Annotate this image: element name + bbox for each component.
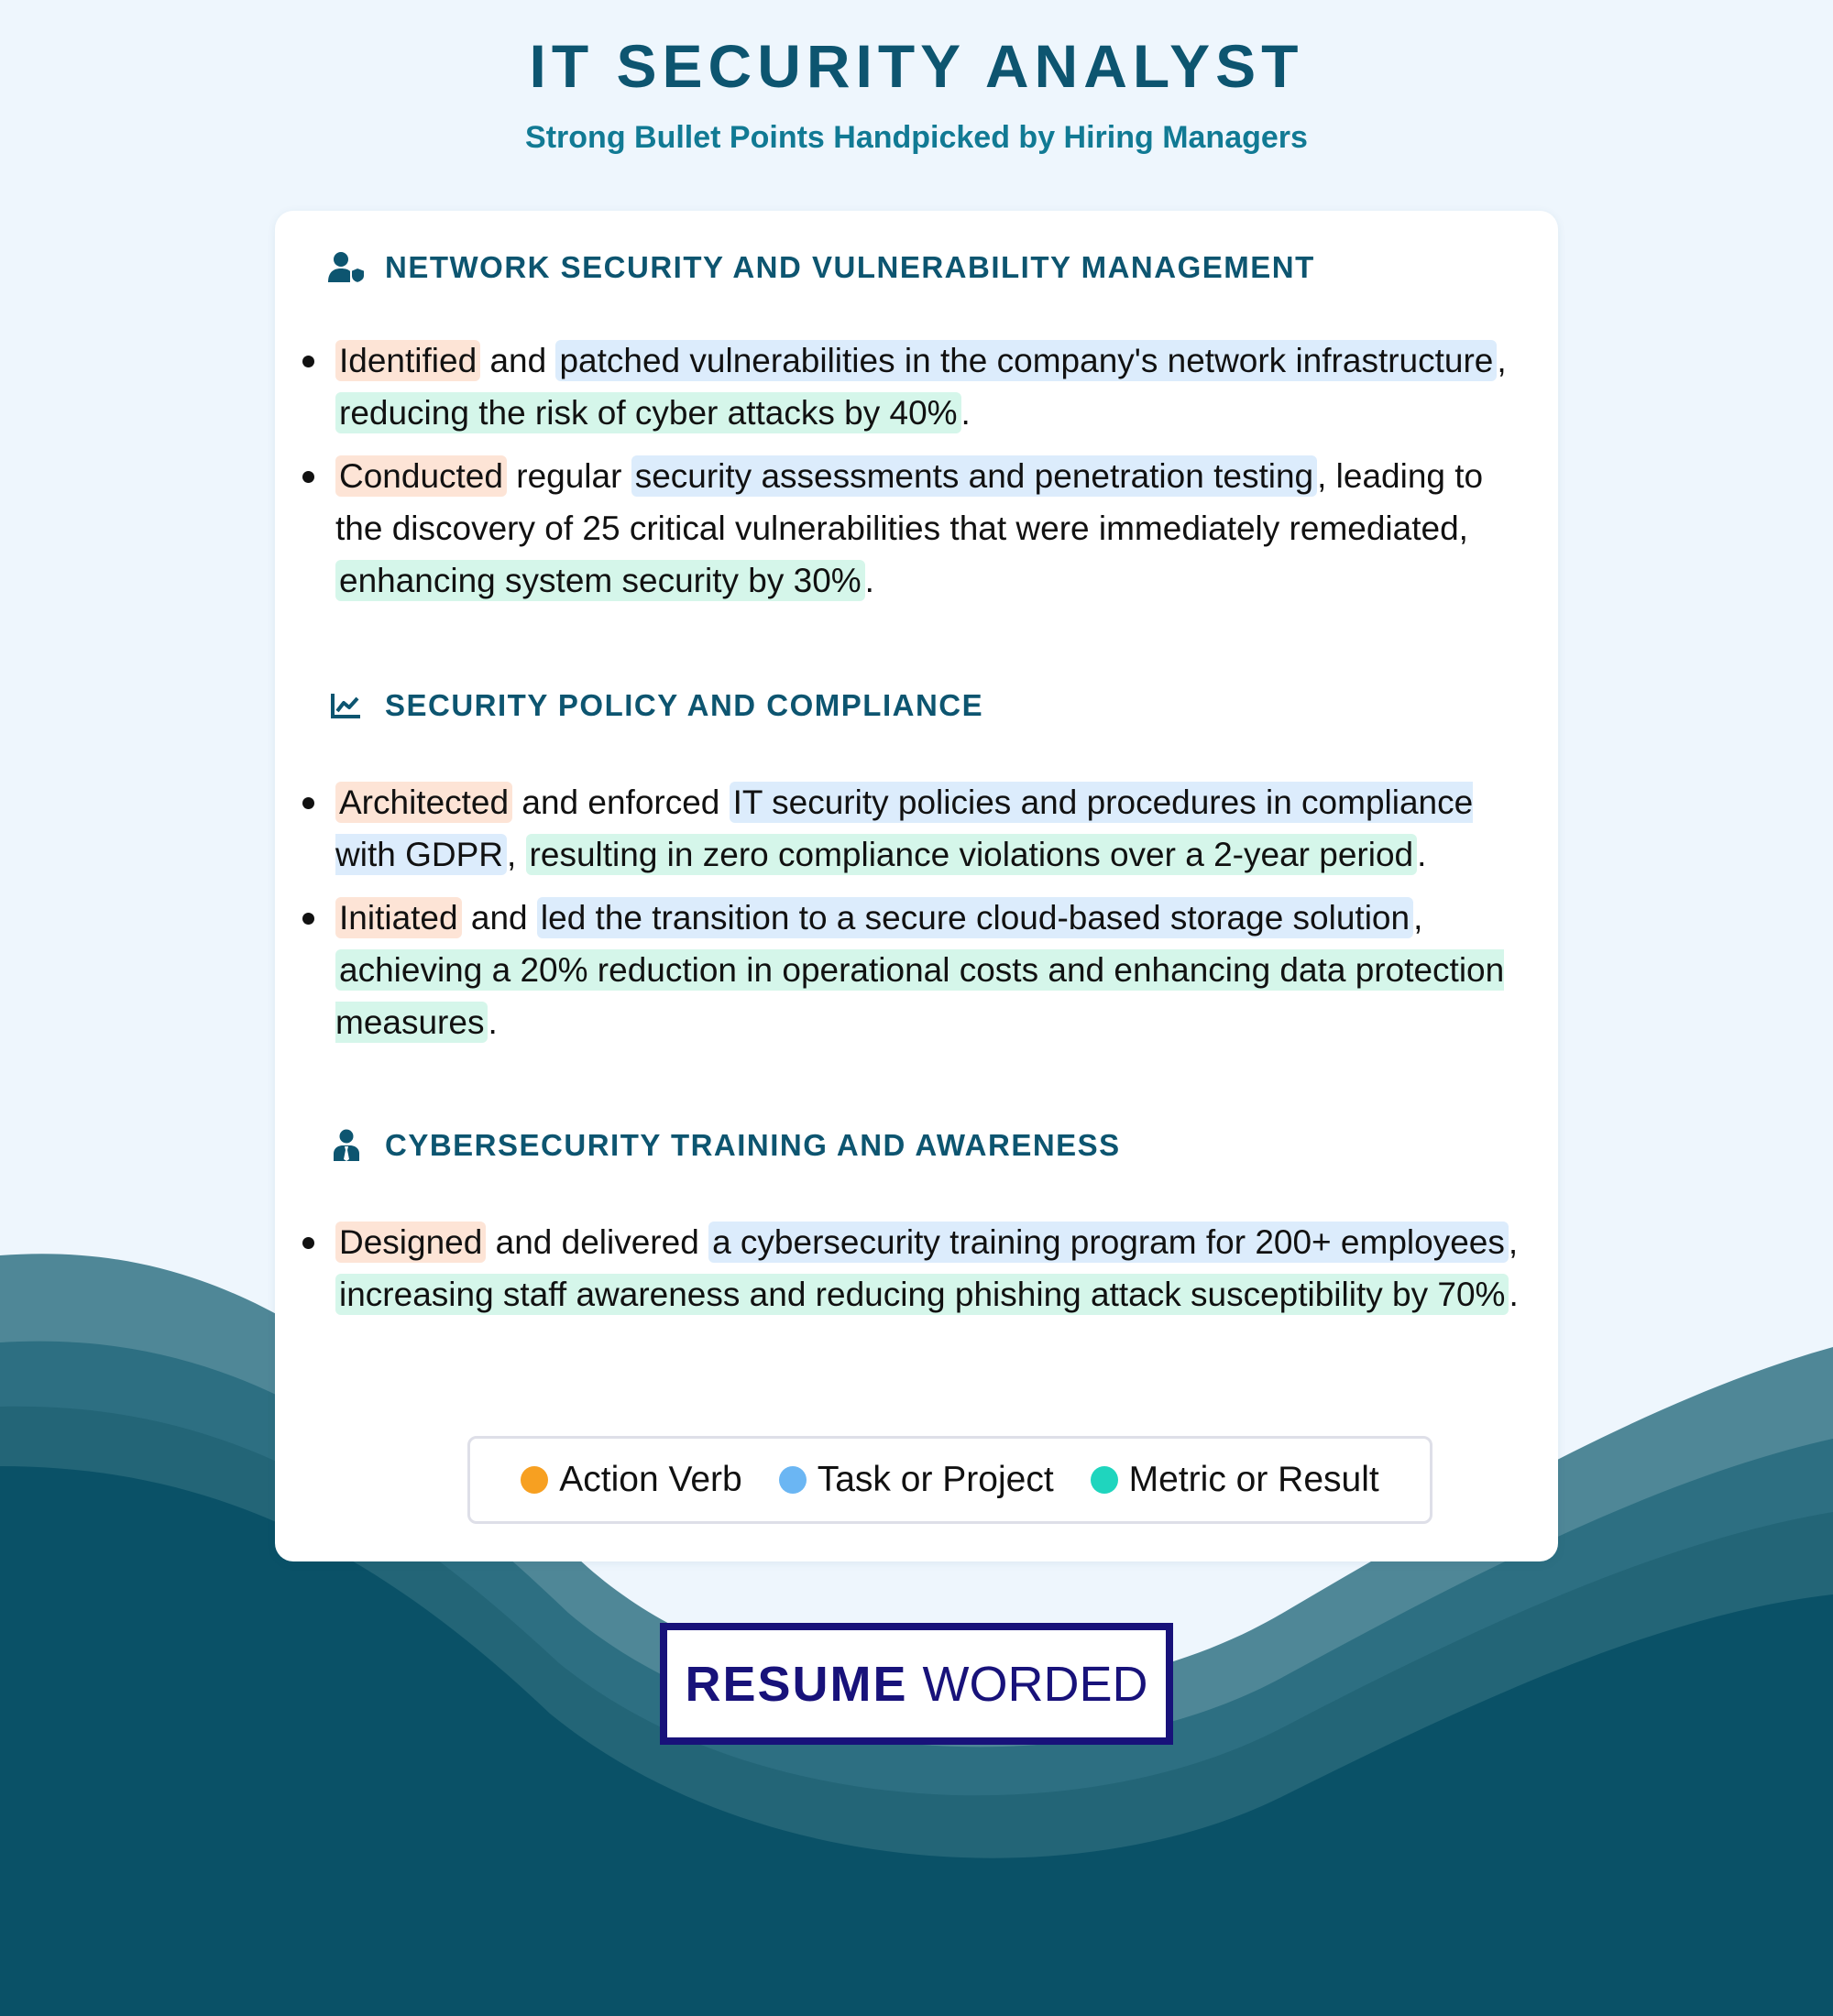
task-text: led the transition to a secure cloud-based storage solution xyxy=(537,897,1413,938)
bullet-dot xyxy=(302,913,314,925)
bullet-item xyxy=(275,776,1558,881)
task-text: a cybersecurity training program for 200+ employees xyxy=(708,1222,1509,1263)
resume-worded-logo[interactable] xyxy=(660,1623,1173,1745)
bullet-dot xyxy=(302,356,314,367)
plain-text: . xyxy=(1509,1276,1519,1313)
plain-text: and enforced xyxy=(512,783,730,821)
metric-text: achieving a 20% reduction in operational costs and enhancing data protection measures xyxy=(335,951,1505,1041)
bullet-dot xyxy=(302,471,314,483)
bullet-item xyxy=(275,892,1558,1048)
metric-text: increasing staff awareness and reducing phishing attack susceptibility by 70% xyxy=(335,1274,1509,1315)
metric-text: resulting in zero compliance violations over a 2-year period xyxy=(526,834,1418,875)
section-header xyxy=(328,687,983,724)
legend-label: Action Verb xyxy=(559,1460,742,1499)
plain-text: , leading to the discovery of 25 critical vulnerabilities that were immediately remediated, xyxy=(335,457,1484,547)
teal-dot-icon xyxy=(1091,1466,1118,1494)
plain-text: , xyxy=(506,836,526,873)
action-verb: Conducted xyxy=(335,455,507,497)
bullet-item xyxy=(275,334,1558,439)
bullet-dot xyxy=(302,1237,314,1249)
logo-light-text: WORDED xyxy=(922,1656,1148,1712)
task-text: security assessments and penetration testing xyxy=(631,455,1317,497)
plain-text: , xyxy=(1508,1223,1519,1261)
plain-text: . xyxy=(960,394,971,432)
bullet-item xyxy=(275,1216,1558,1320)
section-header xyxy=(328,1127,1121,1164)
bullet-list xyxy=(275,1216,1558,1331)
plain-text: and xyxy=(480,342,556,379)
metric-text: reducing the risk of cyber attacks by 40% xyxy=(335,392,961,433)
page-title: IT SECURITY ANALYST xyxy=(529,32,1304,100)
action-verb: Architected xyxy=(335,782,512,823)
orange-dot-icon xyxy=(521,1466,548,1494)
plain-text: , xyxy=(1497,342,1507,379)
plain-text: . xyxy=(488,1003,498,1041)
plain-text: and xyxy=(461,899,537,937)
action-verb: Identified xyxy=(335,340,480,381)
legend-item-action-verb xyxy=(521,1460,741,1500)
user-shield-icon xyxy=(328,249,365,286)
metric-text: enhancing system security by 30% xyxy=(335,560,865,601)
plain-text: , xyxy=(1413,899,1423,937)
plain-text: . xyxy=(1417,836,1427,873)
section-title: NETWORK SECURITY AND VULNERABILITY MANAGEMENT xyxy=(385,250,1315,284)
plain-text: . xyxy=(864,562,874,599)
legend-item-task-project xyxy=(779,1460,1054,1500)
chart-line-icon xyxy=(328,687,365,724)
bullet-list xyxy=(275,776,1558,1059)
user-tie-icon xyxy=(328,1127,365,1164)
plain-text: regular xyxy=(506,457,631,495)
bullet-dot xyxy=(302,797,314,809)
task-text: IT security policies and procedures in compliance with GDPR xyxy=(335,783,1474,873)
action-verb: Designed xyxy=(335,1222,486,1263)
plain-text: and delivered xyxy=(486,1223,709,1261)
bullet-item xyxy=(275,450,1558,607)
action-verb: Initiated xyxy=(335,897,462,938)
bullet-list xyxy=(275,334,1558,618)
bullet-card xyxy=(275,211,1558,1561)
page-header xyxy=(0,29,1833,156)
section-title: CYBERSECURITY TRAINING AND AWARENESS xyxy=(385,1128,1121,1162)
legend-label: Task or Project xyxy=(817,1460,1054,1499)
section-title: SECURITY POLICY AND COMPLIANCE xyxy=(385,688,984,722)
section-header xyxy=(328,249,1315,286)
legend-label: Metric or Result xyxy=(1128,1460,1379,1499)
task-text: patched vulnerabilities in the company's network infrastructure xyxy=(555,340,1497,381)
highlight-legend xyxy=(467,1436,1432,1524)
page-subtitle: Strong Bullet Points Handpicked by Hiring Managers xyxy=(525,120,1308,155)
legend-item-metric-result xyxy=(1091,1460,1379,1500)
logo-bold-text: RESUME xyxy=(685,1656,908,1712)
blue-dot-icon xyxy=(779,1466,807,1494)
